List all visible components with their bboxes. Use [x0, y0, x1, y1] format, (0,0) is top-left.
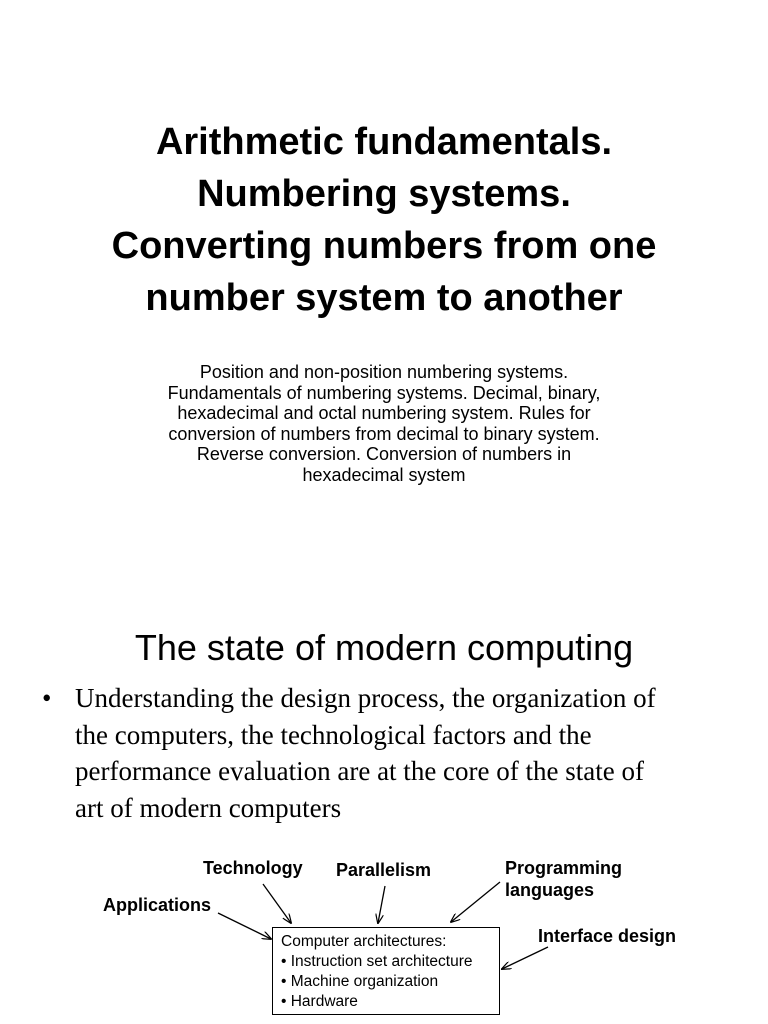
box-item-1: • Instruction set architecture — [281, 953, 473, 970]
box-item-3: • Hardware — [281, 993, 358, 1010]
slide-title — [0, 116, 768, 324]
bullet-text — [75, 680, 656, 826]
subtitle-line-3: hexadecimal and octal numbering system. Rules for — [177, 403, 591, 423]
subtitle-line-2: Fundamentals of numbering systems. Decimal, binary, — [167, 382, 601, 403]
subtitle-line-5: Reverse conversion. Conversion of numbers in — [196, 444, 572, 464]
arrow-programming — [451, 882, 500, 922]
label-interface-design: Interface design — [538, 926, 677, 946]
computer-architectures-box — [272, 927, 500, 1015]
arrow-parallelism — [378, 886, 385, 923]
bullet-dot: • — [42, 683, 52, 713]
arrow-technology — [263, 884, 291, 923]
section-heading: The state of modern computing — [134, 627, 634, 668]
slide-subtitle — [100, 362, 668, 485]
label-applications: Applications — [103, 895, 212, 915]
arrow-interface — [502, 947, 548, 969]
label-technology: Technology — [203, 858, 303, 878]
subtitle-line-1: Position and non-position numbering systems. — [199, 362, 569, 382]
box-item-2: • Machine organization — [281, 973, 439, 990]
bullet-line-4: art of modern computers — [75, 792, 342, 823]
title-line-4: number system to another — [145, 277, 623, 319]
label-parallelism: Parallelism — [336, 860, 432, 880]
bullet-line-2: the computers, the technological factors and the — [75, 719, 592, 750]
subtitle-line-4: conversion of numbers from decimal to binary system. — [168, 423, 600, 444]
subtitle-line-6: hexadecimal system — [302, 464, 466, 485]
label-programming-line-1: Programming — [505, 858, 623, 878]
title-line-1: Arithmetic fundamentals. — [155, 121, 613, 163]
title-line-3: Converting numbers from one — [111, 225, 657, 267]
title-line-2: Numbering systems. — [197, 173, 571, 215]
bullet-line-1: Understanding the design process, the organization of — [75, 683, 656, 713]
box-heading: Computer architectures: — [281, 933, 447, 950]
arrow-applications — [218, 913, 271, 939]
label-programming-line-2: languages — [505, 880, 595, 900]
bullet-line-3: performance evaluation are at the core of the state of — [75, 756, 644, 786]
label-programming-languages — [505, 857, 622, 901]
